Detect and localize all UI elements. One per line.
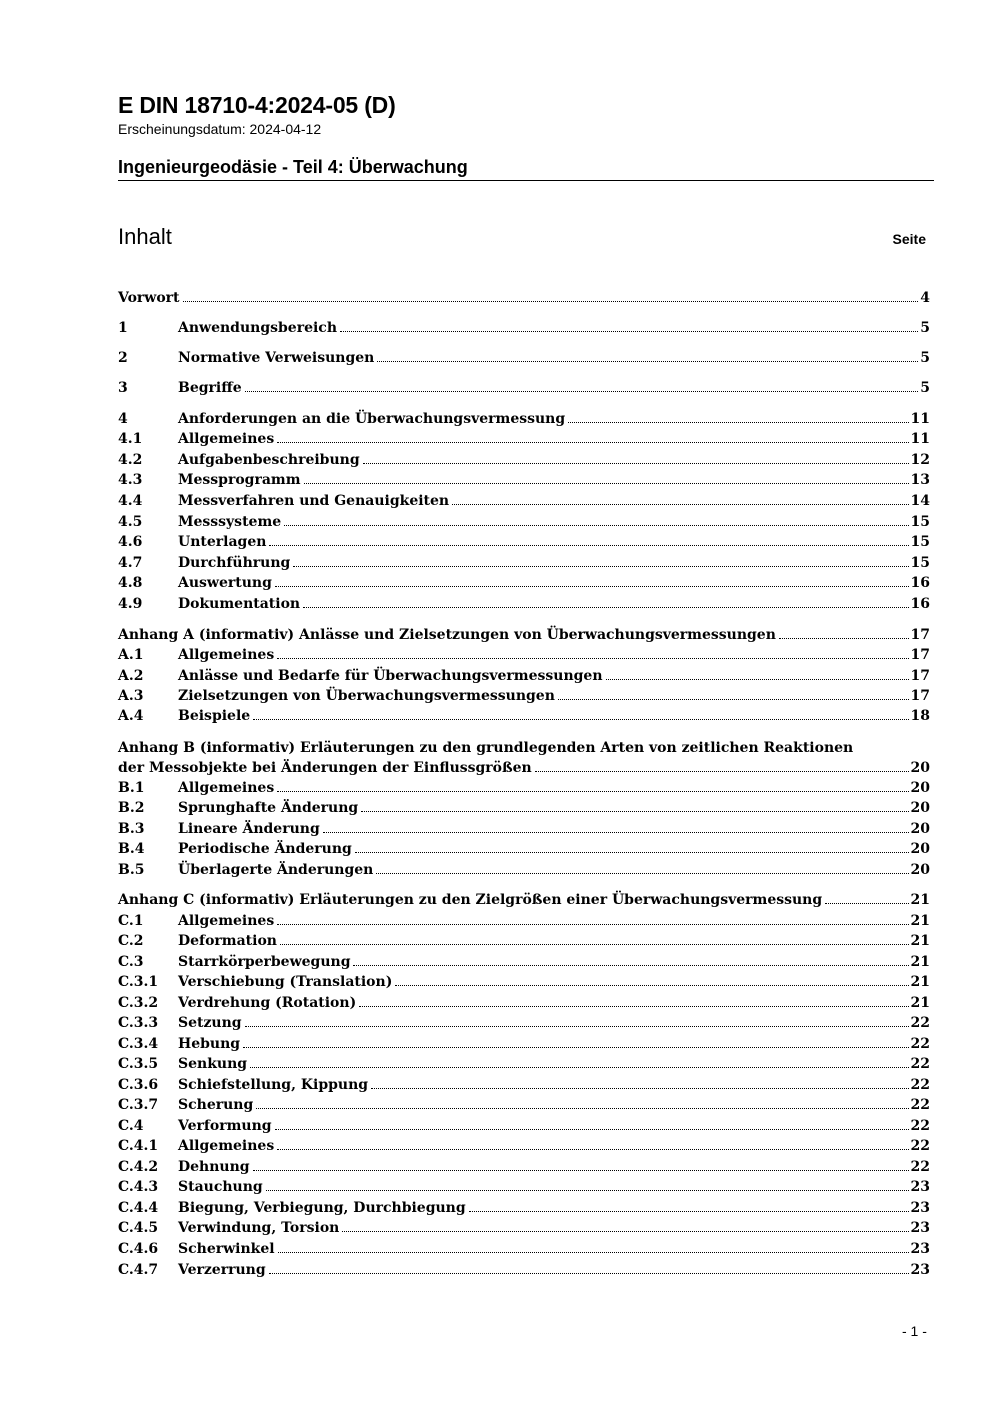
- toc-entry-page: 23: [910, 1200, 930, 1216]
- toc-entry[interactable]: [118, 431, 930, 451]
- toc-entry-text: Überlagerte Änderungen: [178, 862, 376, 878]
- toc-entry[interactable]: [118, 350, 930, 370]
- toc-entry-number: 3: [118, 380, 128, 396]
- toc-entry-number: C.1: [118, 913, 144, 929]
- toc-entry-number: C.3.3: [118, 1015, 159, 1031]
- dot-leader: [558, 688, 909, 700]
- toc-entry-text: Verdrehung (Rotation): [178, 995, 359, 1011]
- dot-leader: [371, 1077, 908, 1089]
- toc-entry-number: 4: [118, 411, 128, 427]
- toc-entry[interactable]: [118, 668, 930, 688]
- toc-entry-text: Unterlagen: [178, 534, 269, 550]
- toc-entry-text: Verwindung, Torsion: [178, 1220, 342, 1236]
- toc-entry-number: A.3: [118, 688, 144, 704]
- toc-entry-text: Scherung: [178, 1097, 256, 1113]
- dot-leader: [250, 1056, 908, 1068]
- toc-entry-number: 4.4: [118, 493, 143, 509]
- toc-entry-text: Dehnung: [178, 1159, 253, 1175]
- toc-entry-page: 22: [910, 1138, 930, 1154]
- dot-leader: [340, 320, 918, 332]
- toc-entry-page: 20: [910, 780, 930, 796]
- dot-leader: [253, 1159, 909, 1171]
- toc-entry[interactable]: [118, 575, 930, 595]
- toc-entry[interactable]: [118, 380, 930, 400]
- dot-leader: [568, 411, 908, 423]
- dot-leader: [277, 1138, 908, 1150]
- toc-entry-number: B.3: [118, 821, 145, 837]
- toc-entry-text: Messverfahren und Genauigkeiten: [178, 493, 452, 509]
- toc-entry-number: C.4.6: [118, 1241, 159, 1257]
- toc-entry-text: Lineare Änderung: [178, 821, 323, 837]
- toc-entry-number: C.4.2: [118, 1159, 159, 1175]
- toc-entry-page: 20: [910, 841, 930, 857]
- toc-entry-number: 2: [118, 350, 128, 366]
- document-title: Ingenieurgeodäsie - Teil 4: Überwachung: [118, 157, 468, 177]
- toc-entry-page: 4: [920, 290, 930, 306]
- toc-entry[interactable]: [118, 1241, 930, 1261]
- dot-leader: [277, 913, 908, 925]
- toc-entry[interactable]: [118, 1179, 930, 1199]
- dot-leader: [284, 514, 908, 526]
- toc-entry[interactable]: [118, 688, 930, 708]
- toc-entry[interactable]: [118, 1118, 930, 1138]
- toc-entry[interactable]: [118, 1220, 930, 1240]
- toc-entry-text: Hebung: [178, 1036, 243, 1052]
- toc-entry[interactable]: [118, 1159, 930, 1179]
- toc-entry-page: 17: [910, 668, 930, 684]
- toc-entry[interactable]: [118, 1097, 930, 1117]
- toc-entry-page: 22: [910, 1159, 930, 1175]
- dot-leader: [825, 892, 908, 904]
- toc-entry[interactable]: [118, 800, 930, 820]
- toc-entry[interactable]: [118, 954, 930, 974]
- toc-entry-page: 22: [910, 1056, 930, 1072]
- dot-leader: [377, 350, 918, 362]
- dot-leader: [266, 1179, 909, 1191]
- dot-leader: [779, 627, 909, 639]
- toc-entry-page: 13: [910, 472, 930, 488]
- toc-entry-number: C.4.1: [118, 1138, 159, 1154]
- toc-entry-text: Schiefstellung, Kippung: [178, 1077, 371, 1093]
- toc-entry-number: C.4.5: [118, 1220, 159, 1236]
- toc-entry[interactable]: [118, 493, 930, 513]
- toc-entry-page: 22: [910, 1015, 930, 1031]
- dot-leader: [359, 995, 908, 1007]
- toc-entry[interactable]: [118, 627, 930, 647]
- toc-entry-number: C.3.2: [118, 995, 159, 1011]
- toc-entry-text: Anlässe und Bedarfe für Überwachungsvermessungen: [178, 668, 606, 684]
- toc-entry-number: A.4: [118, 708, 144, 724]
- dot-leader: [278, 1241, 909, 1253]
- dot-leader: [269, 534, 908, 546]
- toc-entry-page: 11: [910, 411, 930, 427]
- title-block: [118, 156, 934, 181]
- dot-leader: [303, 596, 908, 608]
- toc-entry[interactable]: [118, 290, 930, 310]
- toc-entry[interactable]: [118, 320, 930, 340]
- toc-entry-page: 20: [910, 760, 930, 776]
- toc-entry-text: Anwendungsbereich: [178, 320, 340, 336]
- toc-entry-text: Allgemeines: [178, 913, 277, 929]
- toc-entry[interactable]: [118, 974, 930, 994]
- toc-entry-page: 23: [910, 1262, 930, 1278]
- toc-entry-text: Anhang C (informativ) Erläuterungen zu den Zielgrößen einer Überwachungsvermessung: [118, 892, 825, 908]
- contents-title: Inhalt: [118, 224, 172, 249]
- toc-entry-text: Senkung: [178, 1056, 250, 1072]
- toc-entry[interactable]: [118, 555, 930, 575]
- dot-leader: [275, 575, 909, 587]
- toc-entry[interactable]: [118, 452, 930, 472]
- toc-entry-number: C.3.4: [118, 1036, 159, 1052]
- toc-entry-page: 17: [910, 688, 930, 704]
- toc-entry[interactable]: [118, 1200, 930, 1220]
- toc-entry[interactable]: [118, 892, 930, 912]
- dot-leader: [342, 1220, 908, 1232]
- dot-leader: [256, 1097, 908, 1109]
- toc-entry-text: Stauchung: [178, 1179, 266, 1195]
- toc-entry-text: Scherwinkel: [178, 1241, 278, 1257]
- toc-entry-number: A.2: [118, 668, 144, 684]
- dot-leader: [277, 780, 908, 792]
- document-header: [118, 90, 934, 181]
- toc-entry-text: Messsysteme: [178, 514, 284, 530]
- toc-entry-number: C.4.3: [118, 1179, 159, 1195]
- toc-entry-page: 16: [910, 575, 930, 591]
- dot-leader: [363, 452, 909, 464]
- toc-entry-text: Begriffe: [178, 380, 245, 396]
- toc-entry-page: 22: [910, 1077, 930, 1093]
- toc-entry-number: B.2: [118, 800, 145, 816]
- toc-entry-page: 17: [910, 647, 930, 663]
- toc-entry-text: Anhang A (informativ) Anlässe und Zielsetzungen von Überwachungsvermessungen: [118, 627, 779, 643]
- toc-entry-page: 18: [910, 708, 930, 724]
- toc-entry-text: Durchführung: [178, 555, 293, 571]
- toc-entry-text: Zielsetzungen von Überwachungsvermessungen: [178, 688, 558, 704]
- toc-entry-page: 20: [910, 821, 930, 837]
- toc-entry[interactable]: [118, 862, 930, 882]
- toc-entry-page: 15: [910, 514, 930, 530]
- toc-entry-text: Dokumentation: [178, 596, 303, 612]
- toc-entry[interactable]: [118, 1262, 930, 1282]
- toc-entry[interactable]: [118, 913, 930, 933]
- toc-entry-page: 16: [910, 596, 930, 612]
- toc-entry[interactable]: [118, 472, 930, 492]
- toc-entry-text: Starrkörperbewegung: [178, 954, 353, 970]
- toc-entry-page: 12: [910, 452, 930, 468]
- toc-entry-number: 4.8: [118, 575, 143, 591]
- toc-entry-number: 4.2: [118, 452, 143, 468]
- toc-entry[interactable]: [118, 411, 930, 431]
- toc-entry[interactable]: [118, 995, 930, 1015]
- toc-entry[interactable]: [118, 1138, 930, 1158]
- toc-entry-number: C.4.4: [118, 1200, 159, 1216]
- toc-entry[interactable]: [118, 534, 930, 554]
- toc-entry-number: 4.9: [118, 596, 143, 612]
- toc-entry-page: 23: [910, 1241, 930, 1257]
- toc-entry-text: Anhang B (informativ) Erläuterungen zu den grundlegenden Arten von zeitlichen Reaktionen: [118, 740, 854, 756]
- toc-entry[interactable]: [118, 780, 930, 800]
- dot-leader: [183, 290, 919, 302]
- toc-entry-text: Normative Verweisungen: [178, 350, 377, 366]
- toc-entry-text-continued: der Messobjekte bei Änderungen der Einflussgrößen: [118, 760, 535, 776]
- dot-leader: [353, 954, 908, 966]
- toc-entry-number: 4.5: [118, 514, 143, 530]
- dot-leader: [469, 1200, 909, 1212]
- toc-entry-text: Anforderungen an die Überwachungsvermessung: [178, 411, 568, 427]
- dot-leader: [355, 841, 909, 853]
- toc-entry-page: 21: [910, 913, 930, 929]
- toc-entry-text: Aufgabenbeschreibung: [178, 452, 363, 468]
- toc-entry-number: 4.3: [118, 472, 143, 488]
- toc-entry[interactable]: [118, 514, 930, 534]
- toc-entry-page: 5: [920, 350, 930, 366]
- toc-entry-page: 21: [910, 892, 930, 908]
- toc-entry-page: 15: [910, 555, 930, 571]
- toc-entry-page: 15: [910, 534, 930, 550]
- toc-entry-number: C.3.6: [118, 1077, 159, 1093]
- toc-entry[interactable]: [118, 1056, 930, 1076]
- document-id: E DIN 18710-4:2024-05 (D): [118, 92, 396, 118]
- toc-entry-text: Allgemeines: [178, 780, 277, 796]
- publication-date: Erscheinungsdatum: 2024-04-12: [118, 121, 322, 137]
- dot-leader: [361, 800, 908, 812]
- toc-entry-text: Verzerrung: [178, 1262, 269, 1278]
- toc-entry-number: 1: [118, 320, 128, 336]
- dot-leader: [304, 472, 909, 484]
- dot-leader: [253, 708, 908, 720]
- toc-entry-number: C.3.5: [118, 1056, 159, 1072]
- toc-entry-page: 20: [910, 862, 930, 878]
- toc-entry-text: Periodische Änderung: [178, 841, 355, 857]
- dot-leader: [277, 647, 908, 659]
- dot-leader: [280, 933, 909, 945]
- toc-entry-number: 4.1: [118, 431, 143, 447]
- toc-entry-text: Beispiele: [178, 708, 253, 724]
- toc-entry[interactable]: [118, 841, 930, 861]
- toc-entry-page: 22: [910, 1097, 930, 1113]
- toc-entry-number: C.3.7: [118, 1097, 159, 1113]
- toc-entry-text: Allgemeines: [178, 431, 277, 447]
- toc-entry-page: 22: [910, 1036, 930, 1052]
- toc-entry-page: 21: [910, 995, 930, 1011]
- toc-entry-text: Vorwort: [118, 290, 183, 306]
- toc-entry-number: 4.7: [118, 555, 143, 571]
- toc-entry[interactable]: [118, 596, 930, 616]
- toc-entry-page: 14: [910, 493, 930, 509]
- page-number: - 1 -: [902, 1323, 927, 1339]
- dot-leader: [293, 555, 908, 567]
- toc-entry-number: B.5: [118, 862, 145, 878]
- toc-entry-number: C.2: [118, 933, 144, 949]
- dot-leader: [376, 862, 908, 874]
- toc-entry-text: Verformung: [178, 1118, 275, 1134]
- toc-entry-number: A.1: [118, 647, 144, 663]
- toc-entry-number: B.4: [118, 841, 145, 857]
- toc-entry-text: Allgemeines: [178, 647, 277, 663]
- dot-leader: [269, 1262, 909, 1274]
- toc-entry-number: B.1: [118, 780, 145, 796]
- toc-entry-text: Auswertung: [178, 575, 275, 591]
- toc-entry[interactable]: [118, 1077, 930, 1097]
- toc-entry-text: Allgemeines: [178, 1138, 277, 1154]
- toc-entry[interactable]: [118, 1036, 930, 1056]
- toc-entry-page: 17: [910, 627, 930, 643]
- toc-entry[interactable]: [118, 740, 930, 780]
- contents-heading: [118, 224, 926, 254]
- toc-entry-text: Sprunghafte Änderung: [178, 800, 361, 816]
- toc-entry[interactable]: [118, 933, 930, 953]
- dot-leader: [243, 1036, 908, 1048]
- toc-entry[interactable]: [118, 1015, 930, 1035]
- toc-entry[interactable]: [118, 647, 930, 667]
- toc-entry-page: 5: [920, 380, 930, 396]
- toc-entry-page: 22: [910, 1118, 930, 1134]
- dot-leader: [275, 1118, 909, 1130]
- dot-leader: [606, 668, 909, 680]
- page-column-label: Seite: [892, 231, 926, 247]
- toc-entry[interactable]: [118, 708, 930, 728]
- toc-entry-page: 21: [910, 933, 930, 949]
- toc-entry-text: Setzung: [178, 1015, 245, 1031]
- dot-leader: [277, 431, 908, 443]
- dot-leader: [452, 493, 908, 505]
- toc-entry-page: 23: [910, 1220, 930, 1236]
- toc-entry-page: 21: [910, 974, 930, 990]
- toc-entry-text: Biegung, Verbiegung, Durchbiegung: [178, 1200, 469, 1216]
- toc-entry-text: Deformation: [178, 933, 280, 949]
- dot-leader: [395, 974, 908, 986]
- toc-entry-text: Messprogramm: [178, 472, 304, 488]
- dot-leader: [323, 821, 909, 833]
- toc-entry-page: 23: [910, 1179, 930, 1195]
- toc-entry-number: C.4.7: [118, 1262, 159, 1278]
- toc-entry-number: 4.6: [118, 534, 143, 550]
- toc-entry-page: 11: [910, 431, 930, 447]
- dot-leader: [245, 1015, 909, 1027]
- toc-entry-number: C.3.1: [118, 974, 159, 990]
- toc-entry-text: Verschiebung (Translation): [178, 974, 395, 990]
- dot-leader: [535, 760, 909, 772]
- toc-entry-page: 5: [920, 320, 930, 336]
- toc-entry[interactable]: [118, 821, 930, 841]
- dot-leader: [245, 380, 919, 392]
- toc-entry-number: C.4: [118, 1118, 144, 1134]
- toc-entry-number: C.3: [118, 954, 144, 970]
- toc-entry-page: 21: [910, 954, 930, 970]
- toc-entry-page: 20: [910, 800, 930, 816]
